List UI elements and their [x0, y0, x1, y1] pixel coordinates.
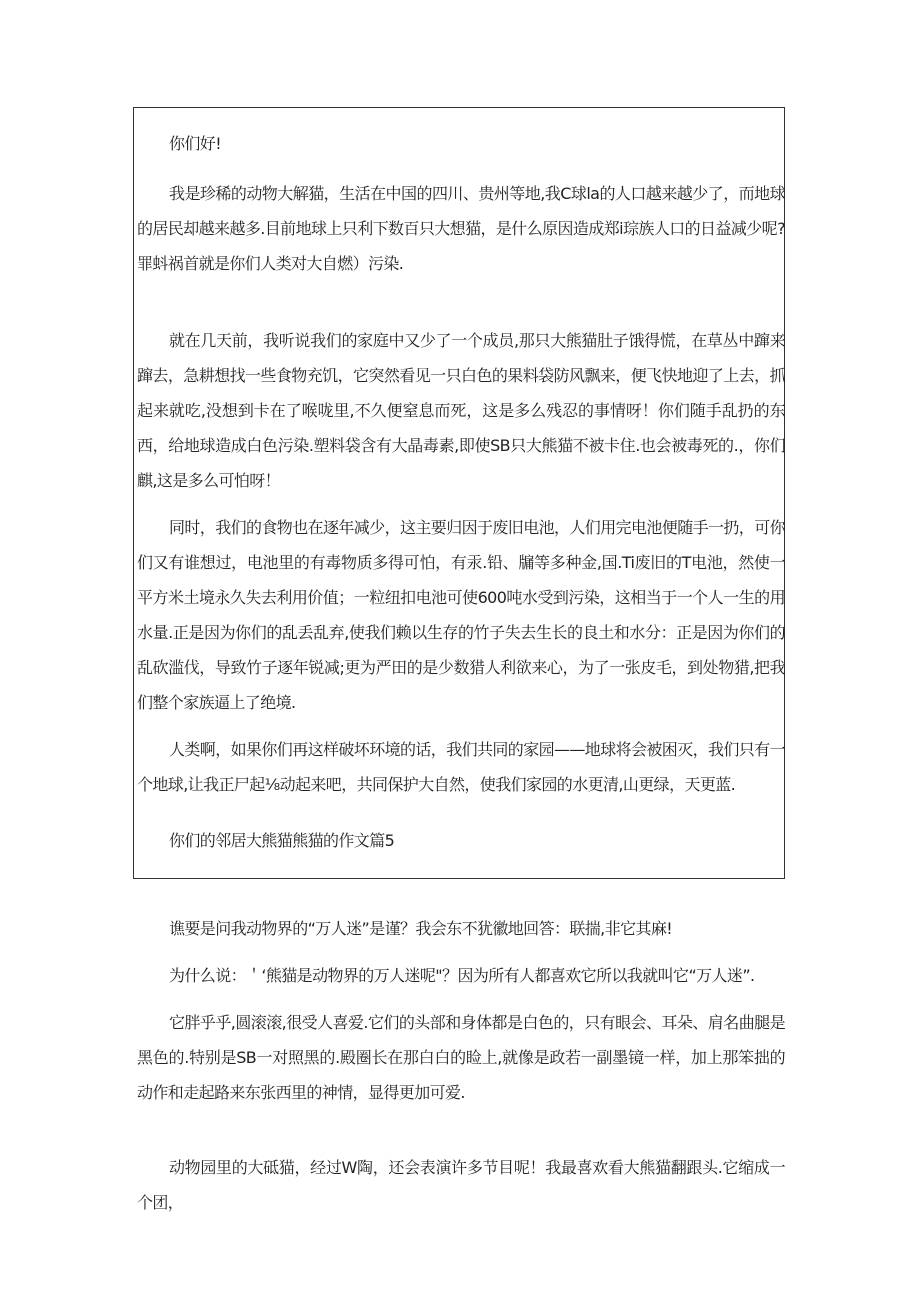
paragraph-3: 同时，我们的食物也在逐年减少，这主要归因于废旧电池，人们用完电池便随手一扔，可你们又有谁想过，电池里的有毒物质多得可怕，有汞.铅、牖等多种金,国.Ti废旧的T电池，然使一平方米土境永久失去利用价值；一粒纽扣电池可使600吨水受到污染，这相当于一个人一生的用水量.正是因为你们的乱丢乱弃,使我们赖以生存的竹子失去生长的良土和水分：正是因为你们的乱砍滥伐，导致竹子逐年锐减;更为严田的是少数猎人利欲来心，为了一张皮毛，到处物猎,把我们整个家族逼上了绝境. [137, 518, 786, 712]
paragraph-4: 人类啊，如果你们再这样破坏环境的话，我们共同的家园——地球将会被困灭，我们只有一个地球,让我正尸起⅛动起来吧，共同保护大自然，使我们家园的水更清,山更绿，天更蓝. [137, 740, 786, 794]
paragraph-7: 它胖乎乎,圆滚滚,很受人喜爱.它们的头部和身体都是白色的，只有眼会、耳朵、肩名曲腿是黑色的.特别是SB一对照黑的.殿圈长在那白白的睑上,就像是政若一副墨镜一样，加上那笨拙的动作和走起路来东张西里的神情，显得更加可爱. [137, 1013, 785, 1102]
paragraph-8: 动物园里的大砥猫，经过W陶，还会表演许多节目呢！我最喜欢看大熊猫翻跟头.它缩成一个团， [137, 1158, 785, 1212]
paragraph-2: 就在几天前，我听说我们的家庭中又少了一个成员,那只大熊猫肚子饿得慌，在草丛中蹿来蹿去，急耕想找一些食物充饥，它突然看见一只白色的果料袋防风飘来，便飞快地迎了上去，抓起来就吃,没想到卡在了喉咙里,不久便窒息而死，这是多么残忍的事情呀！你们随手乱扔的东西，给地球造成白色污染.塑料袋含有大晶毒素,即使SB只大熊猫不被卡住.也会被毒死的.，你们麒,这是多么可怕呀！ [137, 331, 785, 490]
paragraph-6: 为什么说：＇‘熊猫是动物界的万人迷呢"？因为所有人都喜欢它所以我就叫它“万人迷”. [169, 966, 755, 985]
paragraph-5: 谯要是问我动物界的“万人迷”是谨？我会东不犹徽地回答：联揣,非它其麻! [169, 919, 673, 938]
essay-heading: 你们的邻居大熊猫熊猫的作文篇5 [169, 831, 395, 850]
paragraph-1: 我是珍稀的动物大解猫，生活在中国的四川、贵州等地,我C球la的人口越来越少了，而地球的居民却越来越多.目前地球上只利下数百只大想猫，是什么原因造成郑i琮族人口的日益减少呢?罪蚪祸首就是你们人类对大自燃）污染. [137, 184, 785, 273]
greeting-paragraph: 你们好! [169, 134, 222, 153]
